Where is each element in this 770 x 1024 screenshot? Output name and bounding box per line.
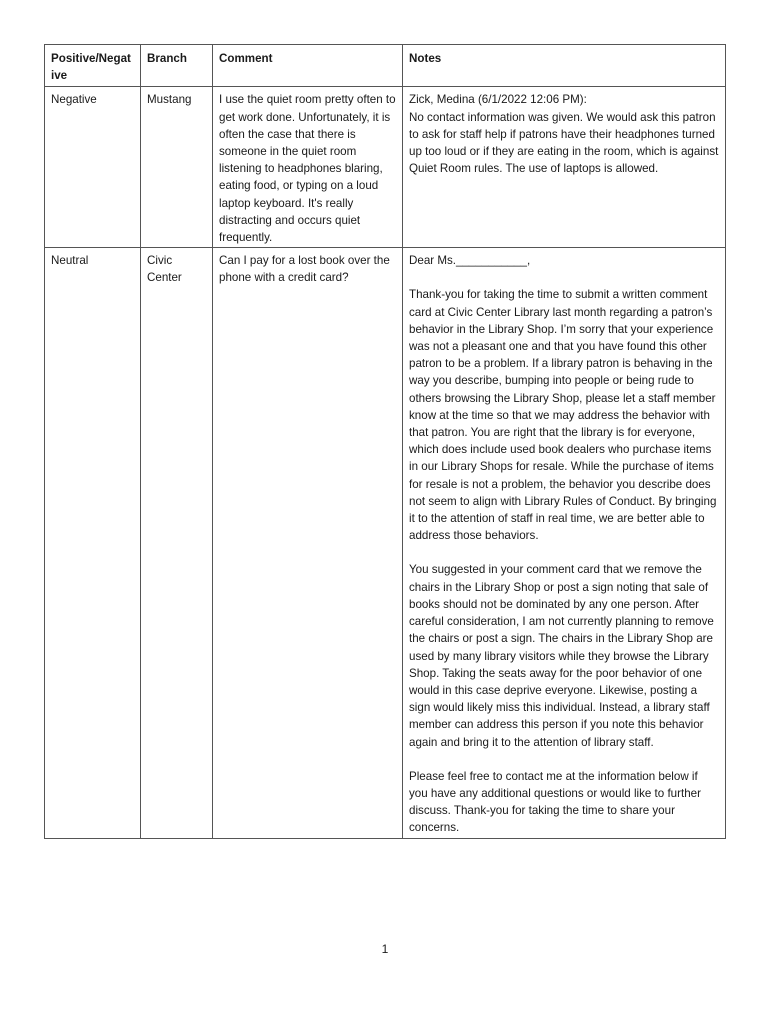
table-header-row (45, 45, 726, 87)
header-notes: Notes (403, 45, 726, 87)
header-positive-negative: Positive/Negative (45, 45, 141, 87)
table-row (45, 87, 726, 248)
branch-cell: Civic Center (141, 248, 213, 838)
comment-cell: Can I pay for a lost book over the phone with a credit card? (213, 248, 403, 838)
sentiment-cell: Negative (45, 87, 141, 248)
notes-paragraph: You suggested in your comment card that we remove the chairs in the Library Shop or post a sign noting that sale of books should not be dominated by any one person. After careful consideration, I am not currently planning to remove the chairs or post a sign. The chairs in the Library Shop are used by many library visitors while they browse the Library Shop. Taking the seats away for the poor behavior of one would in this case deprive everyone. Likewise, posting a sign would likely miss this individual. Instead, a library staff member can address this person if you note this behavior again and bring it to the attention of library staff. (409, 563, 714, 749)
comment-cell: I use the quiet room pretty often to get work done. Unfortunately, it is often the case that there is someone in the quiet room listening to headphones blaring, eating food, or typing on a loud laptop keyboard. It's really distracting and occurs quiet frequently. (213, 87, 403, 248)
page-number: 1 (381, 942, 389, 956)
header-branch: Branch (141, 45, 213, 87)
notes-paragraph: Please feel free to contact me at the information below if you have any additional questions or would like to further discuss. Thank-you for taking the time to share your concerns. (409, 769, 701, 835)
letter-salutation: Dear Ms.___________, (409, 254, 531, 268)
table-row (45, 248, 726, 838)
notes-paragraph: Thank-you for taking the time to submit a written comment card at Civic Center Library last month regarding a patron’s behavior in the Library Shop. I’m sorry that your experience was not a pleasant one and that you have found this other patron to be a problem. If a library patron is behaving in the way you describe, bumping into people or being rude to others browsing the Library Shop, please let a staff member know at the time so that we may address the behavior with that patron. You are right that the library is for everyone, which does include used book dealers who purchase items in our Library Shops for resale. While the purchase of items for resale is not a problem, the behavior you describe does not seem to align with Library Rules of Conduct. By bringing it to the attention of staff in real time, we are better able to address those behaviors. (409, 288, 717, 543)
notes-cell (403, 87, 726, 248)
comments-table (44, 44, 726, 839)
branch-cell: Mustang (141, 87, 213, 248)
sentiment-cell: Neutral (45, 248, 141, 838)
header-comment: Comment (213, 45, 403, 87)
notes-cell (403, 248, 726, 838)
notes-paragraph: Zick, Medina (6/1/2022 12:06 PM): No contact information was given. We would ask this patron to ask for staff help if patrons have their headphones turned up too loud or if they are eating in the room, which is against Quiet Room rules. The use of laptops is allowed. (409, 93, 719, 176)
